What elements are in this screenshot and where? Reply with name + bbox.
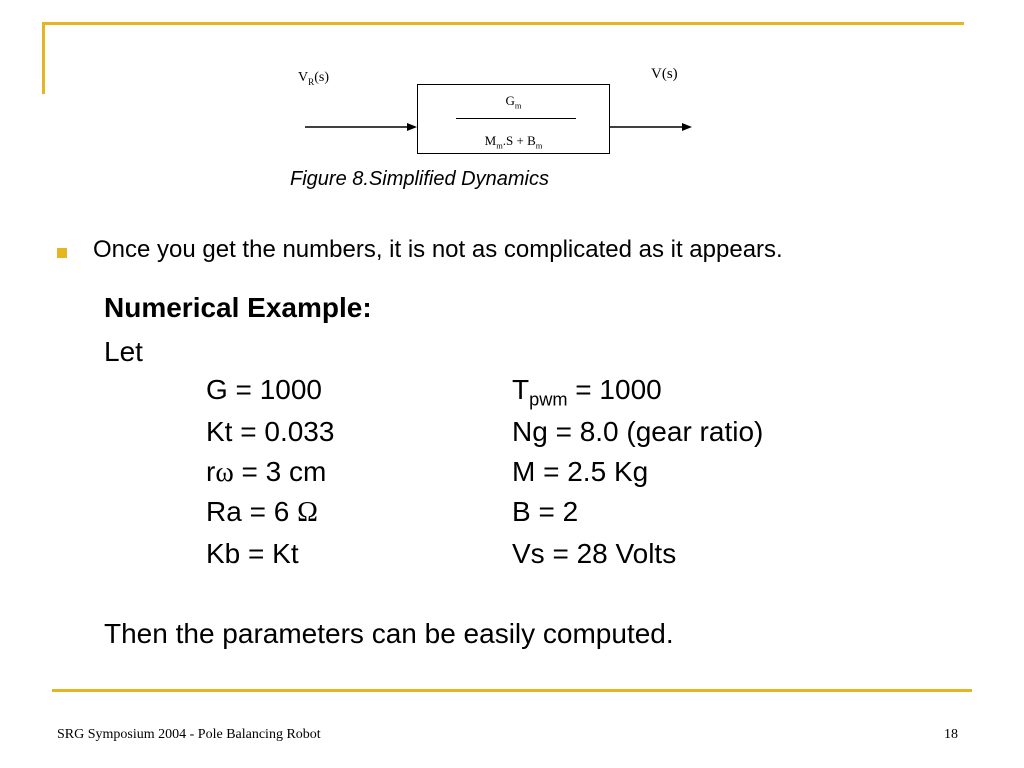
param-tpwm: $T_{pwm} = 1000$ — [512, 374, 662, 410]
output-arrow-head — [682, 123, 692, 131]
footer-title: SRG Symposium 2004 - Pole Balancing Robot — [57, 727, 321, 742]
fraction-bar — [456, 118, 576, 119]
conclusion-text: Then the parameters can be easily computed. — [104, 618, 674, 649]
transfer-denominator: $M_m.S + B_m$ — [484, 133, 543, 151]
param-kb: Kb = Kt — [206, 538, 299, 569]
param-r-omega: rω = 3 cm — [206, 456, 327, 488]
transfer-function-block — [417, 84, 610, 154]
bullet-text: Once you get the numbers, it is not as complicated as it appears. — [93, 236, 783, 263]
param-g: G = 1000 — [206, 374, 322, 405]
param-ra: Ra = 6 Ω — [206, 496, 318, 528]
input-arrow-head — [407, 123, 417, 131]
let-label: Let — [104, 336, 143, 367]
transfer-numerator: $G_m$ — [505, 93, 522, 111]
output-signal-label: V(s) — [651, 66, 678, 82]
input-signal-label: $V_R(s)$ — [298, 70, 329, 87]
param-ng: Ng = 8.0 (gear ratio) — [512, 416, 764, 447]
param-b: B = 2 — [512, 496, 579, 527]
param-kt: Kt = 0.033 — [206, 416, 335, 447]
param-m: M = 2.5 Kg — [512, 456, 649, 487]
example-heading: Numerical Example: — [104, 292, 372, 323]
bullet-marker — [57, 248, 67, 258]
figure-caption: Figure 8.Simplified Dynamics — [290, 168, 549, 190]
page-number: 18 — [944, 727, 958, 742]
bottom-border-line — [52, 689, 972, 692]
param-vs: Vs = 28 Volts — [512, 538, 677, 569]
